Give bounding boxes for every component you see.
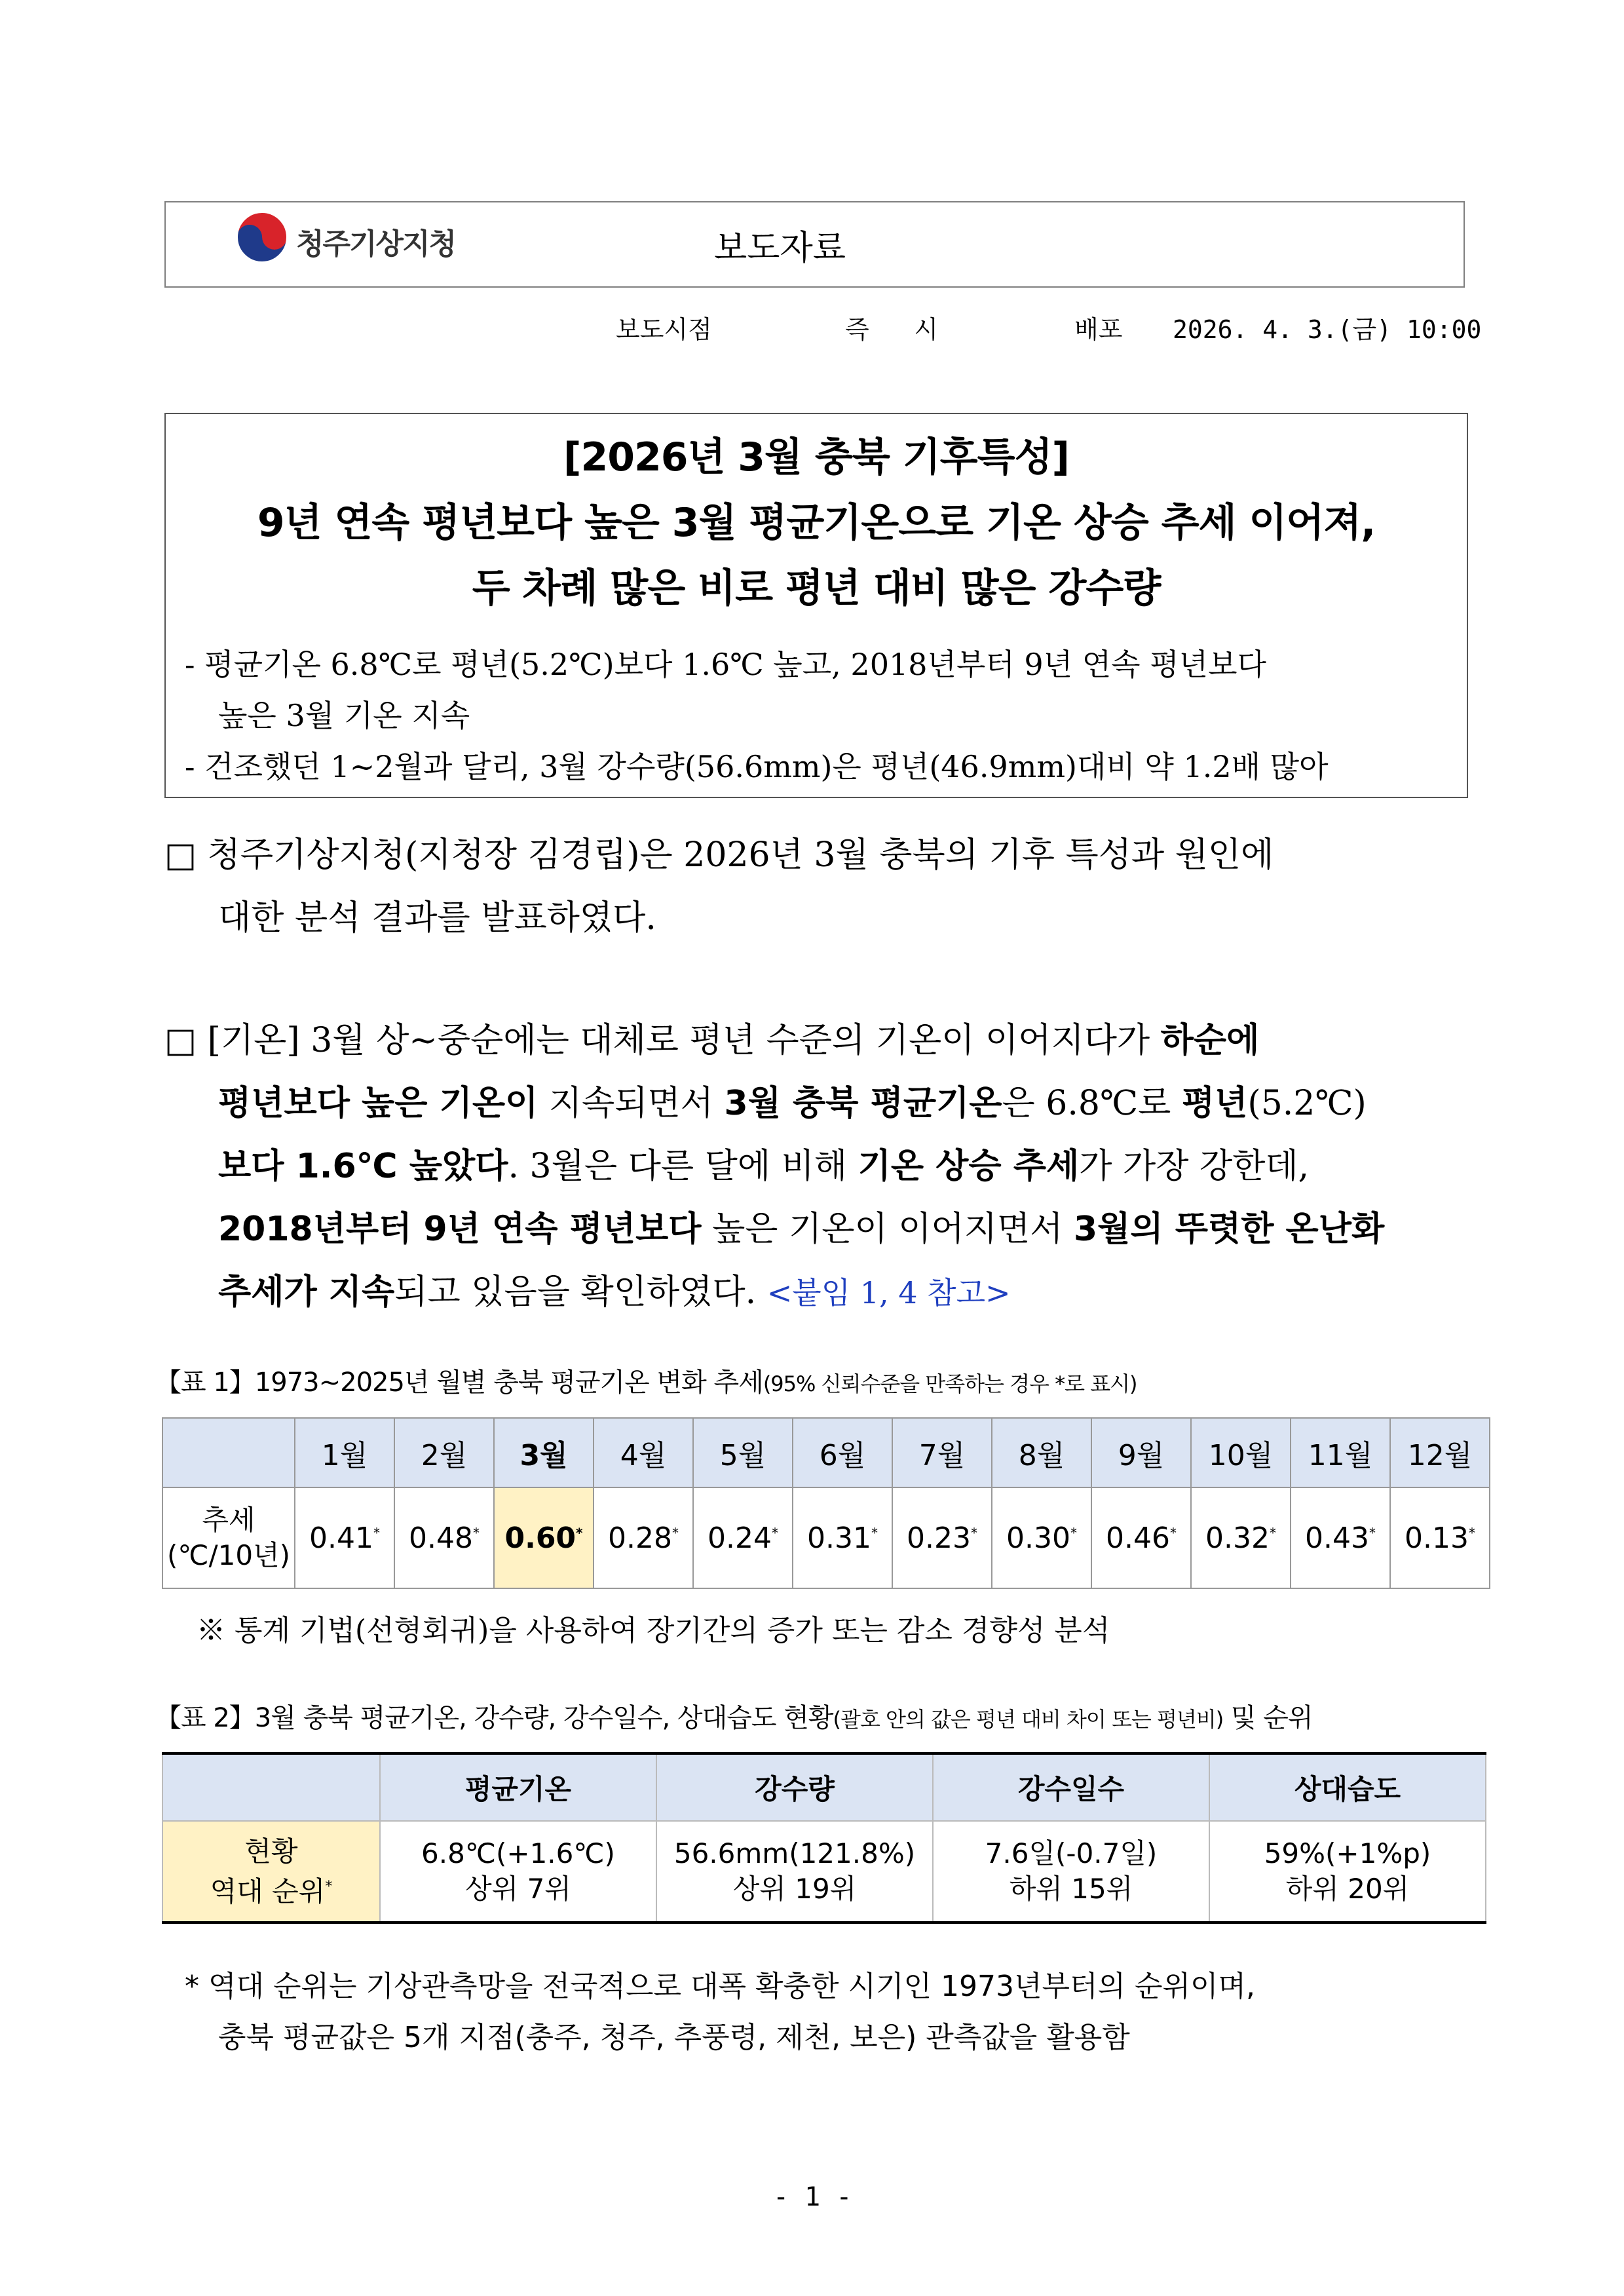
trend-value: 0.43* — [1291, 1487, 1390, 1588]
headline-2: 9년 연속 평년보다 높은 3월 평균기온으로 기온 상승 추세 이어져, — [257, 500, 1376, 546]
table2-footnote-2: 충북 평균값은 5개 지점(충주, 청주, 추풍령, 제천, 보은) 관측값을 활용함 — [218, 2021, 1130, 2054]
document-type: 보도자료 — [714, 229, 846, 268]
distribution-label: 배포 — [1074, 315, 1123, 344]
table2-march-status — [162, 1752, 1486, 1924]
data-cell: 56.6mm(121.8%) 상위 19위 — [656, 1821, 933, 1923]
data-cell: 59%(+1%p) 하위 20위 — [1209, 1821, 1486, 1923]
para2-line3: 보다 1.6℃ 높았다. 3월은 다른 달에 비해 기온 상승 추세가 가장 강한데, — [218, 1147, 1310, 1186]
para1-line2: 대한 분석 결과를 발표하였다. — [218, 898, 656, 938]
trend-value: 0.13* — [1390, 1487, 1490, 1588]
trend-value: 0.46* — [1091, 1487, 1191, 1588]
month-header: 11월 — [1291, 1418, 1390, 1487]
para2-line2: 평년보다 높은 기온이 지속되면서 3월 충북 평균기온은 6.8℃로 평년(5.2℃) — [218, 1084, 1367, 1123]
table2-data-row — [162, 1821, 1486, 1923]
column-header: 강수일수 — [933, 1753, 1209, 1821]
trend-value: 0.28* — [594, 1487, 693, 1588]
month-header: 9월 — [1091, 1418, 1191, 1487]
data-cell: 7.6일(-0.7일) 하위 15위 — [933, 1821, 1209, 1923]
month-header: 8월 — [992, 1418, 1091, 1487]
table1-header-row — [162, 1418, 1490, 1487]
row-label: 현황 역대 순위* — [162, 1821, 380, 1923]
month-header: 10월 — [1191, 1418, 1291, 1487]
month-header: 1월 — [295, 1418, 394, 1487]
release-time-value: 즉 시 — [845, 315, 939, 344]
month-header: 4월 — [594, 1418, 693, 1487]
month-header: 6월 — [793, 1418, 892, 1487]
trend-value: 0.24* — [693, 1487, 793, 1588]
agency-name: 청주기상지청 — [296, 227, 456, 261]
para2-line1: □ [기온] 3월 상~중순에는 대체로 평년 수준의 기온이 이어지다가 하순에 — [164, 1021, 1260, 1060]
headline-3: 두 차례 많은 비로 평년 대비 많은 강수량 — [472, 565, 1161, 611]
month-header: 5월 — [693, 1418, 793, 1487]
month-header: 2월 — [394, 1418, 494, 1487]
row-label: 추세 (℃/10년) — [162, 1487, 295, 1588]
table2-caption: 【표 2】3월 충북 평균기온, 강수량, 강수일수, 상대습도 현황(괄호 안의 값은 평년 대비 차이 또는 평년비) 및 순위 — [155, 1703, 1313, 1733]
trend-value: 0.48* — [394, 1487, 494, 1588]
month-header: 7월 — [892, 1418, 992, 1487]
trend-value: 0.32* — [1191, 1487, 1291, 1588]
trend-value: 0.31* — [793, 1487, 892, 1588]
headline-1: [2026년 3월 충북 기후특성] — [563, 434, 1069, 480]
summary-bullet-1a: - 평균기온 6.8℃로 평년(5.2℃)보다 1.6℃ 높고, 2018년부터 9년 연속 평년보다 — [185, 647, 1266, 682]
table1-value-row — [162, 1487, 1490, 1588]
distribution-value: 2026. 4. 3.(금) 10:00 — [1173, 315, 1482, 344]
month-header: 3월 — [494, 1418, 594, 1487]
column-header: 강수량 — [656, 1753, 933, 1821]
table1-note: ※ 통계 기법(선형회귀)을 사용하여 장기간의 증가 또는 감소 경향성 분석 — [197, 1614, 1110, 1647]
para2-line4: 2018년부터 9년 연속 평년보다 높은 기온이 이어지면서 3월의 뚜렷한 온난화 — [218, 1210, 1385, 1249]
trend-value: 0.30* — [992, 1487, 1091, 1588]
para2-line5: 추세가 지속되고 있음을 확인하였다. <붙임 1, 4 참고> — [218, 1272, 1011, 1312]
column-header: 평균기온 — [380, 1753, 656, 1821]
reference-link: <붙임 1, 4 참고> — [766, 1275, 1011, 1311]
para1-line1: □ 청주기상지청(지청장 김경립)은 2026년 3월 충북의 기후 특성과 원인에 — [164, 835, 1274, 875]
release-time-label: 보도시점 — [616, 315, 712, 344]
trend-value: 0.41* — [295, 1487, 394, 1588]
trend-value: 0.23* — [892, 1487, 992, 1588]
summary-bullet-1b: 높은 3월 기온 지속 — [218, 698, 470, 733]
table1-corner-cell — [162, 1418, 295, 1487]
column-header: 상대습도 — [1209, 1753, 1486, 1821]
page-number: - 1 - — [773, 2182, 852, 2212]
month-header: 12월 — [1390, 1418, 1490, 1487]
data-cell: 6.8℃(+1.6℃) 상위 7위 — [380, 1821, 656, 1923]
table2-footnote-1: * 역대 순위는 기상관측망을 전국적으로 대폭 확충한 시기인 1973년부터의 순위이며, — [185, 1970, 1255, 2003]
trend-value-highlighted: 0.60* — [494, 1487, 594, 1588]
summary-bullet-2: - 건조했던 1~2월과 달리, 3월 강수량(56.6mm)은 평년(46.9mm)대비 약 1.2배 많아 — [185, 749, 1329, 784]
table2-corner-cell — [162, 1753, 380, 1821]
table2-header-row — [162, 1753, 1486, 1821]
agency-logo-icon — [236, 211, 288, 263]
table1-caption: 【표 1】1973~2025년 월별 충북 평균기온 변화 추세(95% 신뢰수준을 만족하는 경우 *로 표시) — [155, 1368, 1137, 1398]
table1-monthly-trend — [162, 1417, 1490, 1589]
